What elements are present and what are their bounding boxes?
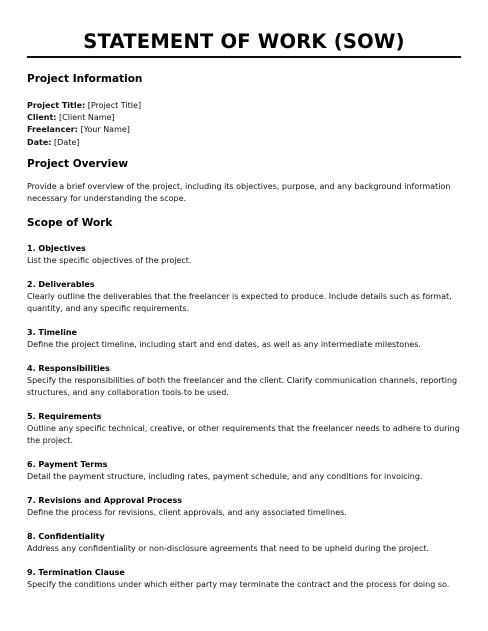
scope-item-text: Define the project timeline, including start and end dates, as well as any intermediate milestones. xyxy=(27,339,421,349)
scope-item-title: 9. Termination Clause xyxy=(27,567,125,577)
scope-item-text: Specify the responsibilities of both the freelancer and the client. Clarify communication channels, reporting structures, and any collaboration tools to be used. xyxy=(27,375,458,397)
document-body xyxy=(27,70,461,591)
scope-item-text: Outline any specific technical, creative, or other requirements that the freelancer needs to adhere to during the project. xyxy=(27,423,460,445)
project-title-row xyxy=(27,100,461,112)
field-value: [Your Name] xyxy=(77,125,130,135)
project-overview-section xyxy=(27,157,461,205)
scope-item-objectives xyxy=(27,243,461,267)
field-label: Date: xyxy=(27,137,52,147)
scope-item-text: Detail the payment structure, including rates, payment schedule, and any conditions for invoicing. xyxy=(27,471,423,481)
field-label: Client: xyxy=(27,113,57,123)
project-overview-text: Provide a brief overview of the project, including its objectives, purpose, and any background information necessary for understanding the scope. xyxy=(27,181,451,203)
client-row xyxy=(27,112,461,124)
scope-item-title: 4. Responsibilities xyxy=(27,363,110,373)
field-value: [Client Name] xyxy=(56,113,115,123)
scope-of-work-section xyxy=(27,216,461,591)
scope-item-responsibilities xyxy=(27,363,461,399)
scope-item-requirements xyxy=(27,411,461,447)
scope-item-text: Define the process for revisions, client approvals, and any associated timelines. xyxy=(27,507,347,517)
project-information-section xyxy=(27,72,461,149)
scope-item-title: 8. Confidentiality xyxy=(27,531,105,541)
scope-item-text: Specify the conditions under which either party may terminate the contract and the process for doing so. xyxy=(27,579,450,589)
scope-item-timeline xyxy=(27,327,461,351)
date-row xyxy=(27,137,461,149)
project-information-heading: Project Information xyxy=(27,73,143,85)
scope-item-confidentiality xyxy=(27,531,461,555)
scope-item-title: 1. Objectives xyxy=(27,243,86,253)
scope-item-title: 3. Timeline xyxy=(27,327,77,337)
project-overview-heading: Project Overview xyxy=(27,157,129,170)
scope-item-title: 5. Requirements xyxy=(27,411,102,421)
scope-of-work-heading: Scope of Work xyxy=(27,216,113,229)
scope-item-payment-terms xyxy=(27,459,461,483)
field-value: [Project Title] xyxy=(85,101,142,110)
project-information-fields xyxy=(27,100,461,149)
scope-item-revisions-approval xyxy=(27,495,461,519)
scope-item-text: Clearly outline the deliverables that the freelancer is expected to produce. Include details such as format, quantity, and any specific requirements. xyxy=(27,291,452,313)
title-divider xyxy=(27,56,461,58)
field-label: Project Title: xyxy=(27,101,86,110)
scope-item-deliverables xyxy=(27,279,461,315)
field-label: Freelancer: xyxy=(27,125,78,135)
scope-item-text: List the specific objectives of the project. xyxy=(27,255,192,265)
scope-item-title: 7. Revisions and Approval Process xyxy=(27,495,183,505)
field-value: [Date] xyxy=(51,137,80,147)
scope-item-title: 2. Deliverables xyxy=(27,279,95,289)
document-title: STATEMENT OF WORK (SOW) xyxy=(83,30,405,53)
scope-item-text: Address any confidentiality or non-disclosure agreements that need to be upheld during the project. xyxy=(27,543,430,553)
scope-item-termination-clause xyxy=(27,567,461,591)
scope-item-title: 6. Payment Terms xyxy=(27,459,108,469)
freelancer-row xyxy=(27,124,461,136)
